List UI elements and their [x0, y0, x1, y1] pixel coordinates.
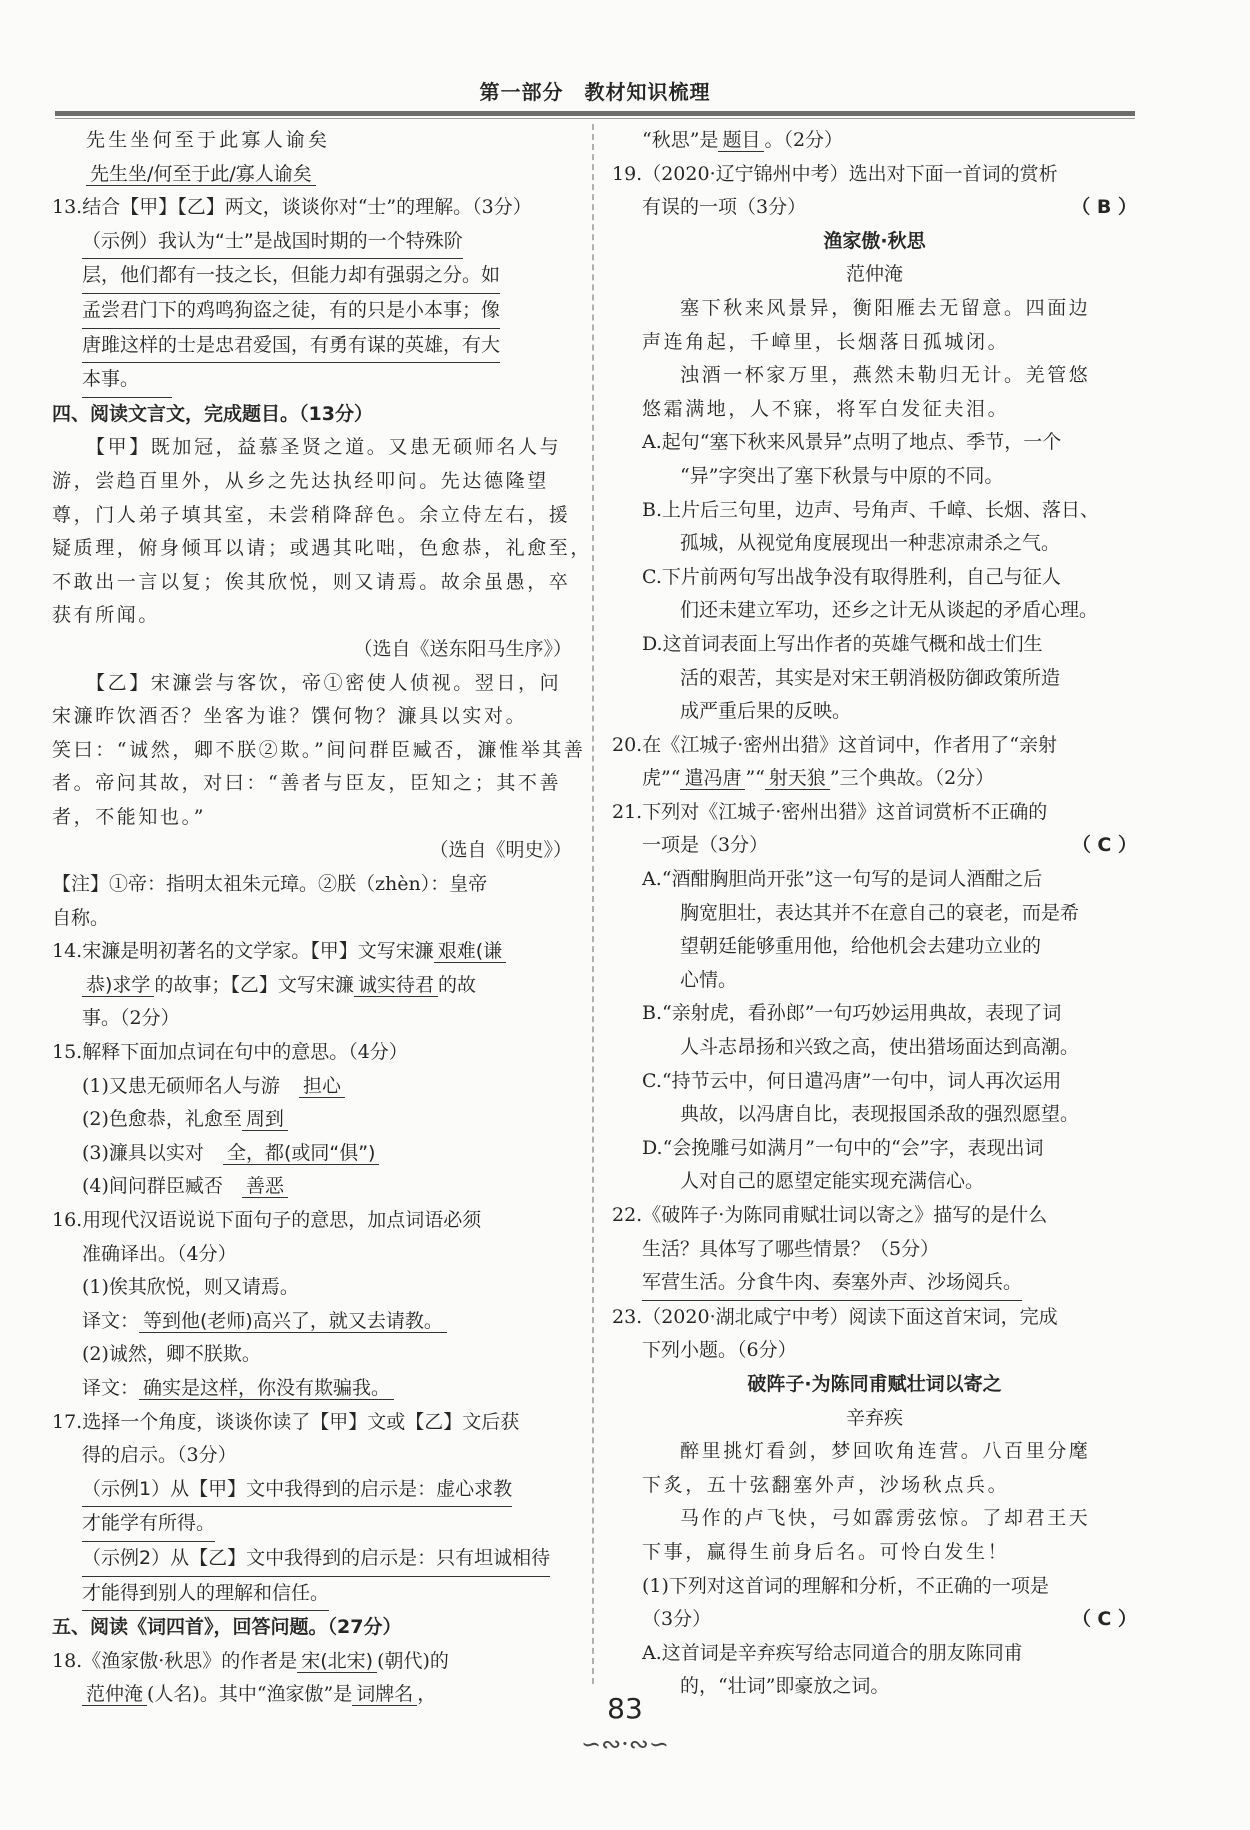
answer-blank: 艰难(谦	[434, 940, 506, 963]
option-d: D.这首词表面上写出作者的英雄气概和战士们生	[642, 632, 1043, 655]
question-15: 15.解释下面加点词在句中的意思。（4分）	[52, 1041, 408, 1064]
poem-line: 声连角起，千嶂里，长烟落日孤城闭。	[642, 330, 1010, 353]
passage-source: （选自《送东阳马生序》）	[353, 637, 572, 660]
header-rule	[55, 111, 1135, 116]
question-22: 22.《破阵子·为陈同甫赋壮词以寄之》描写的是什么	[612, 1204, 1048, 1226]
option-d: 人对自己的愿望定能实现充满信心。	[680, 1170, 985, 1193]
annotation-note: 【注】①帝：指明太祖朱元璋。②朕（zhèn）：皇帝	[52, 873, 488, 896]
passage-jia: 【甲】既加冠，益慕圣贤之道。又患无硕师名人与	[86, 436, 562, 459]
answer-blank: 全，都(或同“俱”)	[223, 1142, 380, 1165]
option-d: D.“会挽雕弓如满月”一句中的“会”字，表现出词	[642, 1136, 1044, 1159]
answer-choice: （ B ）	[1071, 196, 1137, 219]
question-14: 恭)求学 的故事；【乙】文写宋濂 诚实待君 的故	[52, 969, 572, 1003]
option-c: 典故，以冯唐自比，表现报国杀敌的强烈愿望。	[680, 1103, 1080, 1126]
question-16: 16.用现代汉语说说下面句子的意思，加点词语必须	[52, 1209, 482, 1231]
option-a: “异”字突出了塞下秋景与中原的不同。	[680, 464, 1004, 487]
poem-title: 渔家傲·秋思	[823, 229, 926, 252]
answer-line: 孟尝君门下的鸡鸣狗盗之徒，有的只是小本事；像	[52, 294, 572, 329]
left-column	[52, 124, 593, 1712]
passage-jia: 获有所闻。	[52, 604, 161, 627]
passage-jia: 游，尝趋百里外，从乡之先达执经叩问。先达德隆望	[52, 469, 549, 492]
option-b: 人斗志昂扬和兴致之高，使出猎场面达到高潮。	[680, 1036, 1080, 1059]
question-22: 生活？具体写了哪些情景？（5分）	[642, 1237, 940, 1260]
option-a: A.这首词是辛弃疾写给志同道合的朋友陈同甫	[642, 1641, 1023, 1664]
answer-line: （示例）我认为“士”是战国时期的一个特殊阶	[52, 225, 572, 260]
section-5-heading: 五、阅读《词四首》，回答问题。（27分）	[52, 1616, 402, 1639]
question-20: 20.在《江城子·密州出猎》这首词中，作者用了“亲射	[612, 733, 1057, 756]
passage-yi: 者，不能知也。”	[52, 805, 207, 828]
answer-line: 层，他们都有一技之长，但能力却有强弱之分。如	[52, 259, 572, 294]
answer-line: 先生坐/何至于此/寡人谕矣	[52, 158, 572, 192]
question-20: 虎”“ 遣冯唐 ”“ 射天狼 ”三个典故。（2分）	[642, 767, 995, 790]
answer-blank: 诚实待君	[354, 974, 438, 997]
question-19: 19.（2020·辽宁锦州中考）选出对下面一首词的赏析	[612, 162, 1058, 185]
question-14: 事。（2分）	[82, 1007, 180, 1030]
poem-line: 马作的卢飞快，弓如霹雳弦惊。了却君王天	[680, 1507, 1091, 1530]
passage-yi: 者。帝问其故，对曰：“善者与臣友，臣知之；其不善	[52, 772, 562, 795]
passage-yi: 宋濂昨饮酒否？坐客为谁？馔何物？濂具以实对。	[52, 705, 528, 728]
answer-blank: 遣冯唐	[680, 767, 745, 790]
passage-yi: 笑曰：“诚然，卿不朕②欺。”间问群臣臧否，濂惟举其善	[52, 738, 586, 761]
answer-choice: （ C ）	[1071, 834, 1137, 857]
poem-author: 辛弃疾	[845, 1406, 903, 1429]
option-b: 孤城，从视觉角度展现出一种悲凉肃杀之气。	[680, 532, 1061, 555]
question-21: 21.下列对《江城子·密州出猎》这首词赏析不正确的	[612, 800, 1048, 823]
option-a: 望朝廷能够重用他，给他机会去建功立业的	[680, 935, 1042, 958]
question-16: 准确译出。（4分）	[82, 1242, 237, 1265]
answer-blank: 宋(北宋)	[297, 1650, 377, 1673]
answer-line: （示例1）从【甲】文中我得到的启示是：虚心求教	[52, 1473, 572, 1508]
option-a: A.“酒酣胸胆尚开张”这一句写的是词人酒酣之后	[642, 868, 1043, 891]
column-divider	[592, 124, 594, 1684]
question-21: 一项是（3分） （ C ）	[612, 829, 1137, 863]
section-4-heading: 四、阅读文言文，完成题目。（13分）	[52, 402, 373, 425]
option-c: C.下片前两句写出战争没有取得胜利，自己与征人	[642, 565, 1061, 588]
option-c: 们还未建立军功，还乡之计无从谈起的矛盾心理。	[680, 599, 1099, 622]
answer-blank: 射天狼	[765, 767, 830, 790]
question-23-item: （3分） （ C ）	[612, 1603, 1137, 1637]
option-d: 成严重后果的反映。	[680, 700, 852, 723]
passage-jia: 疑质理，俯身倾耳以请；或遇其叱咄，色愈恭，礼愈至，	[52, 537, 593, 560]
question-18: 18.《渔家傲·秋思》的作者是 宋(北宋) (朝代)的	[52, 1649, 449, 1672]
annotation-note: 自称。	[52, 906, 110, 929]
question-23-item: (1)下列对这首词的理解和分析，不正确的一项是	[642, 1574, 1049, 1597]
option-a: 心情。	[680, 968, 738, 991]
question-17: 得的启示。（3分）	[82, 1444, 237, 1467]
question-18: 范仲淹 (人名)。其中“渔家傲”是 词牌名 ，	[52, 1678, 572, 1712]
option-a: A.起句“塞下秋来风景异”点明了地点、季节，一个	[642, 431, 1062, 454]
question-15-item: (2)色愈恭，礼愈至 周到	[52, 1103, 572, 1137]
question-23: 下列小题。（6分）	[642, 1339, 797, 1362]
option-d: 活的艰苦，其实是对宋王朝消极防御政策所造	[680, 666, 1061, 689]
right-column	[612, 124, 1137, 1704]
question-16-item: (2)诚然，卿不朕欺。	[82, 1343, 261, 1366]
answer-line: 才能得到别人的理解和信任。	[52, 1577, 572, 1612]
footer-ornament: ∽∾·∾∽	[580, 1730, 670, 1758]
answer-line: 唐雎这样的士是忠君爱国，有勇有谋的英雄，有大	[52, 329, 572, 364]
answer-choice: （ C ）	[1071, 1608, 1137, 1631]
question-14: 14.宋濂是明初著名的文学家。【甲】文写宋濂 艰难(谦	[52, 935, 572, 969]
text-line: 先生坐何至于此寡人谕矣	[86, 129, 331, 151]
answer-blank: 恭)求学	[82, 974, 154, 997]
poem-line: 塞下秋来风景异，衡阳雁去无留意。四面边	[680, 296, 1091, 319]
question-15-item: (3)濂具以实对 全，都(或同“俱”)	[52, 1137, 572, 1171]
passage-yi: 【乙】宋濂尝与客饮，帝①密使人侦视。翌日，问	[86, 671, 562, 694]
header-rule-thin	[55, 118, 1135, 119]
answer-blank: 周到	[242, 1108, 288, 1131]
question-15-item: (4)间问群臣臧否 善恶	[52, 1170, 572, 1204]
question-16-translation: 译文： 确实是这样，你没有欺骗我。	[52, 1372, 572, 1406]
poem-line: 下炙，五十弦翻塞外声，沙场秋点兵。	[642, 1473, 1010, 1496]
answer-blank: 确实是这样，你没有欺骗我。	[139, 1377, 394, 1400]
poem-author: 范仲淹	[845, 263, 903, 286]
question-16-item: (1)俟其欣悦，则又请焉。	[82, 1276, 299, 1299]
option-a: 的，“壮词”即豪放之词。	[680, 1675, 890, 1698]
poem-line: 浊酒一杯家万里，燕然未勒归无计。羌管悠	[680, 364, 1091, 387]
answer-blank: 词牌名	[352, 1683, 417, 1706]
answer-blank: 题目	[718, 129, 764, 152]
answer-line: 军营生活。分食牛肉、奏塞外声、沙场阅兵。	[612, 1266, 1137, 1301]
option-b: B.“亲射虎，看孙郎”一句巧妙运用典故，表现了词	[642, 1002, 1062, 1025]
question-23: 23.（2020·湖北咸宁中考）阅读下面这首宋词，完成	[612, 1305, 1058, 1328]
poem-line: 醉里挑灯看剑，梦回吹角连营。八百里分麾	[680, 1440, 1091, 1463]
poem-title: 破阵子·为陈同甫赋壮词以寄之	[747, 1372, 1002, 1395]
option-b: B.上片后三句里，边声、号角声、千嶂、长烟、落日、	[642, 498, 1100, 521]
option-c: C.“持节云中，何日遣冯唐”一句中，词人再次运用	[642, 1069, 1062, 1092]
passage-source: （选自《明史》）	[429, 839, 572, 862]
poem-line: 下事，赢得生前身后名。可怜白发生！	[642, 1540, 1010, 1563]
question-15-item: (1)又患无硕师名人与游 担心	[52, 1070, 572, 1104]
answer-blank: 善恶	[242, 1175, 288, 1198]
question-13: 13.结合【甲】【乙】两文，谈谈你对“士”的理解。（3分）	[52, 196, 532, 219]
question-19: 有误的一项（3分） （ B ）	[612, 191, 1137, 225]
passage-jia: 不敢出一言以复；俟其欣悦，则又请焉。故余虽愚，卒	[52, 570, 571, 593]
question-17: 17.选择一个角度，谈谈你读了【甲】文或【乙】文后获	[52, 1410, 520, 1433]
answer-line: （示例2）从【乙】文中我得到的启示是：只有坦诚相待	[52, 1542, 572, 1577]
page-header-title: 第一部分 教材知识梳理	[479, 80, 711, 104]
answer-blank: 等到他(老师)高兴了，就又去请教。	[139, 1310, 447, 1333]
answer-line: 本事。	[52, 363, 572, 398]
question-16-translation: 译文： 等到他(老师)高兴了，就又去请教。	[52, 1305, 572, 1339]
answer-blank: 范仲淹	[82, 1683, 147, 1706]
passage-jia: 尊，门人弟子填其室，未尝稍降辞色。余立侍左右，援	[52, 503, 571, 526]
answer-line: 才能学有所得。	[52, 1507, 572, 1542]
option-a: 胸宽胆壮，表达其并不在意自己的衰老，而是希	[680, 901, 1080, 924]
question-18-cont: “秋思”是 题目 。（2分）	[642, 129, 844, 151]
answer-blank: 担心	[299, 1075, 345, 1098]
poem-line: 悠霜满地，人不寐，将军白发征夫泪。	[642, 397, 1010, 420]
page-number: 83	[607, 1692, 643, 1725]
